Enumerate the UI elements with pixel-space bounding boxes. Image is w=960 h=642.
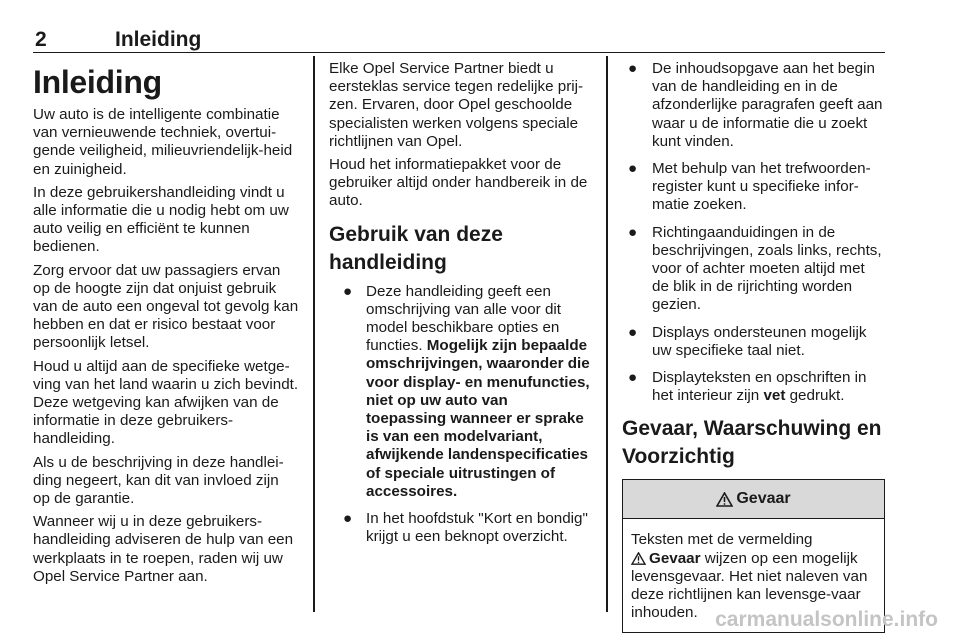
- warning-triangle-icon: [716, 492, 733, 507]
- list-item-text: Displays ondersteunen mogelijk uw specifieke taal niet.: [652, 323, 867, 359]
- bullet-icon: ●: [343, 282, 353, 300]
- column-divider: [313, 56, 315, 612]
- list-item-text: De inhoudsopgave aan het begin van de handleiding en in de afzonderlijke paragrafen geeft aan waar u de informatie die u zoekt kunt vinden.: [652, 60, 883, 150]
- column-divider: [606, 56, 608, 612]
- paragraph: Houd het informatiepakket voor de gebruiker altijd onder handbereik in de auto.: [329, 156, 588, 210]
- warning-title: Gevaar: [736, 490, 791, 508]
- header-title: Inleiding: [115, 28, 202, 51]
- bullet-icon: ●: [628, 60, 638, 77]
- section-title: Inleiding: [33, 64, 162, 100]
- column-1: [33, 56, 299, 591]
- list-item: [622, 324, 885, 360]
- list-item-text: In het hoofdstuk "Kort en bondig" krijgt u een beknopt overzicht.: [366, 510, 588, 546]
- bullet-icon: ●: [628, 160, 638, 178]
- paragraph: Uw auto is de intelligente combinatie van vernieuwende techniek, overtui-gende veiligheid, milieuvriendelijk-heid en zuinigheid.: [33, 106, 293, 178]
- paragraph: Zorg ervoor dat uw passagiers ervan op de hoogte zijn dat onjuist gebruik van de auto een ongeval tot gevolg kan hebben en dat er risico bestaat voor persoonlijk letsel.: [33, 261, 299, 352]
- paragraph: Als u de beschrijving in deze handlei-ding negeert, kan dit van invloed zijn op de garantie.: [33, 453, 284, 508]
- warning-intro: Teksten met de vermelding: [631, 531, 813, 549]
- list-item: [337, 510, 592, 546]
- paragraph: Houd u altijd aan de specifieke wetge-ving van het land waarin u zich bevindt. Deze wetgeving kan afwijken van de informatie in deze gebruikers-handleiding.: [33, 357, 299, 448]
- list-item: [622, 224, 885, 315]
- list-item: [622, 60, 885, 151]
- column-2: [329, 56, 592, 555]
- paragraph: In deze gebruikershandleiding vindt u alle informatie die u nodig hebt om uw auto veilig en efficiënt te kunnen bedienen.: [33, 183, 289, 256]
- subsection-title: Gevaar, Waarschuwing en Voorzichtig: [622, 417, 882, 469]
- list-item-text: Displayteksten en opschriften in het interieur zijn: [652, 369, 867, 405]
- paragraph: Elke Opel Service Partner biedt u eersteklas service tegen redelijke prij-zen. Ervaren, door Opel geschoolde specialisten werken volgens speciale richtlijnen van Opel.: [329, 60, 584, 150]
- warning-rest: wijzen op een mogelijk levensgevaar. Het niet naleven van deze richtlijnen kan levensge-vaar inhouden.: [631, 549, 868, 622]
- list-item-text: Deze handleiding geeft een omschrijving van alle voor dit model beschikbare opties en functies.: [366, 282, 561, 355]
- paragraph: Wanneer wij u in deze gebruikers-handleiding adviseren de hulp van een werkplaats in te roepen, raden wij uw Opel Service Partner aan.: [33, 513, 294, 585]
- bullet-icon: ●: [628, 369, 638, 387]
- subsection-title: Gebruik van deze handleiding: [329, 222, 503, 274]
- bullet-icon: ●: [343, 510, 353, 528]
- page-header: [33, 28, 885, 53]
- bullet-list: [622, 60, 885, 405]
- warning-triangle-icon: [631, 552, 646, 565]
- list-item-bold: vet: [763, 387, 786, 405]
- bullet-icon: ●: [628, 323, 638, 341]
- list-item-text: Met behulp van het trefwoorden-register kunt u specifieke infor-matie zoeken.: [652, 160, 871, 214]
- list-item: [337, 283, 592, 501]
- bullet-icon: ●: [628, 223, 638, 241]
- watermark: carmanualsonline.info: [715, 608, 938, 631]
- list-item-text: gedrukt.: [785, 387, 845, 405]
- column-3: [622, 56, 885, 633]
- list-item: [622, 160, 885, 215]
- list-item-bold: Mogelijk zijn bepaalde omschrijvingen, waaronder die voor display- en menufuncties, niet op uw auto van toepassing wanneer er sprake is van een modelvariant, afwijkende landenspecificaties of speciale uitrustingen of accessoires.: [366, 337, 590, 500]
- warning-header: [623, 480, 884, 519]
- warning-bold: Gevaar: [649, 549, 701, 567]
- page-number: 2: [35, 28, 47, 51]
- bullet-list: [329, 283, 592, 547]
- list-item-text: Richtingaanduidingen in de beschrijvingen, zoals links, rechts, voor of achter moeten altijd met de blik in de rijrichting worden gezien.: [652, 223, 882, 314]
- list-item: [622, 369, 885, 405]
